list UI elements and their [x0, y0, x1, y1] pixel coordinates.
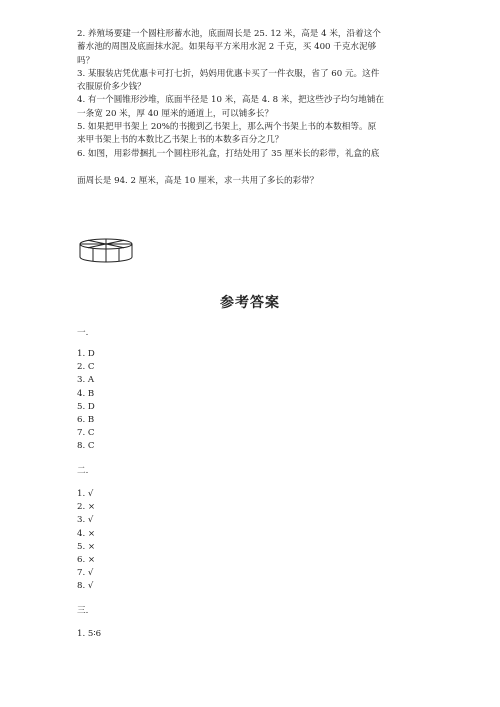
answer-item: 1. 5∶6 [77, 629, 102, 639]
answer-item: 4. × [77, 528, 96, 539]
answer-item: 1. D [77, 349, 95, 359]
problem-list [77, 28, 429, 188]
problem-line: 5. 如果把甲书架上 20%的书搬到乙书架上，那么两个书架上书的本数相等。原 [77, 122, 377, 133]
problem-line: 4. 有一个圆锥形沙堆，底面半径是 10 米，高是 4. 8 米，把这些沙子均匀地铺在 [77, 95, 385, 106]
answer-item: 6. × [77, 555, 96, 566]
section-heading: 一. [77, 328, 89, 338]
answer-item: 3. √ [77, 515, 94, 526]
section-heading-2 [77, 464, 88, 476]
answer-item: 2. C [77, 362, 95, 373]
problem-line: 6. 如图，用彩带捆扎一个圆柱形礼盒，打结处用了 35 厘米长的彩带，礼盒的底 [77, 148, 380, 159]
problem-4 [77, 94, 429, 121]
answer-item: 4. B [77, 388, 95, 399]
answer-list-1 [77, 348, 95, 454]
problem-line: 面周长是 94. 2 厘米，高是 10 厘米，求一共用了多长的彩带？ [77, 175, 319, 186]
answer-title: 参考答案 [220, 295, 280, 311]
answer-item: 7. C [77, 428, 95, 439]
problem-line: 蓄水池的周围及底面抹水泥。如果每平方米用水泥 2 千克，买 400 千克水泥够 [77, 42, 377, 53]
section-heading: 二. [77, 466, 89, 476]
answer-item: 3. A [77, 375, 95, 386]
problem-3 [77, 68, 429, 95]
problem-line: 吗？ [77, 55, 95, 66]
answer-item: 7. √ [77, 568, 94, 579]
answer-item: 1. √ [77, 489, 94, 499]
problem-line: 3. 某服装店凭优惠卡可打七折，妈妈用优惠卡买了一件衣服，省了 60 元。这件 [77, 68, 380, 79]
answer-item: 8. √ [77, 581, 94, 592]
problem-2 [77, 28, 429, 68]
answer-item: 5. D [77, 401, 95, 412]
answer-item: 6. B [77, 415, 95, 426]
problem-6 [77, 148, 429, 161]
problem-line: 衣服原价多少钱？ [77, 82, 146, 93]
problem-line: 一条宽 20 米，厚 40 厘米的通道上，可以铺多长？ [77, 108, 274, 119]
answer-item: 8. C [77, 441, 95, 452]
problem-line: 来甲书架上书的本数比乙书架上书的本数多百分之几？ [77, 135, 284, 146]
cylinder-gift-box-figure [76, 237, 136, 265]
answer-item: 5. × [77, 541, 96, 552]
answer-list-2 [77, 488, 95, 594]
section-heading-3 [77, 604, 88, 616]
answer-list-3 [77, 628, 101, 641]
problem-6-continued [77, 175, 429, 188]
problem-line: 2. 养殖场要建一个圆柱形蓄水池，底面周长是 25. 12 米，高是 4 米，沿着这个 [77, 29, 381, 39]
answer-item: 2. × [77, 502, 96, 513]
section-heading: 三. [77, 606, 89, 616]
problem-5 [77, 121, 429, 148]
section-heading-1 [77, 326, 88, 338]
